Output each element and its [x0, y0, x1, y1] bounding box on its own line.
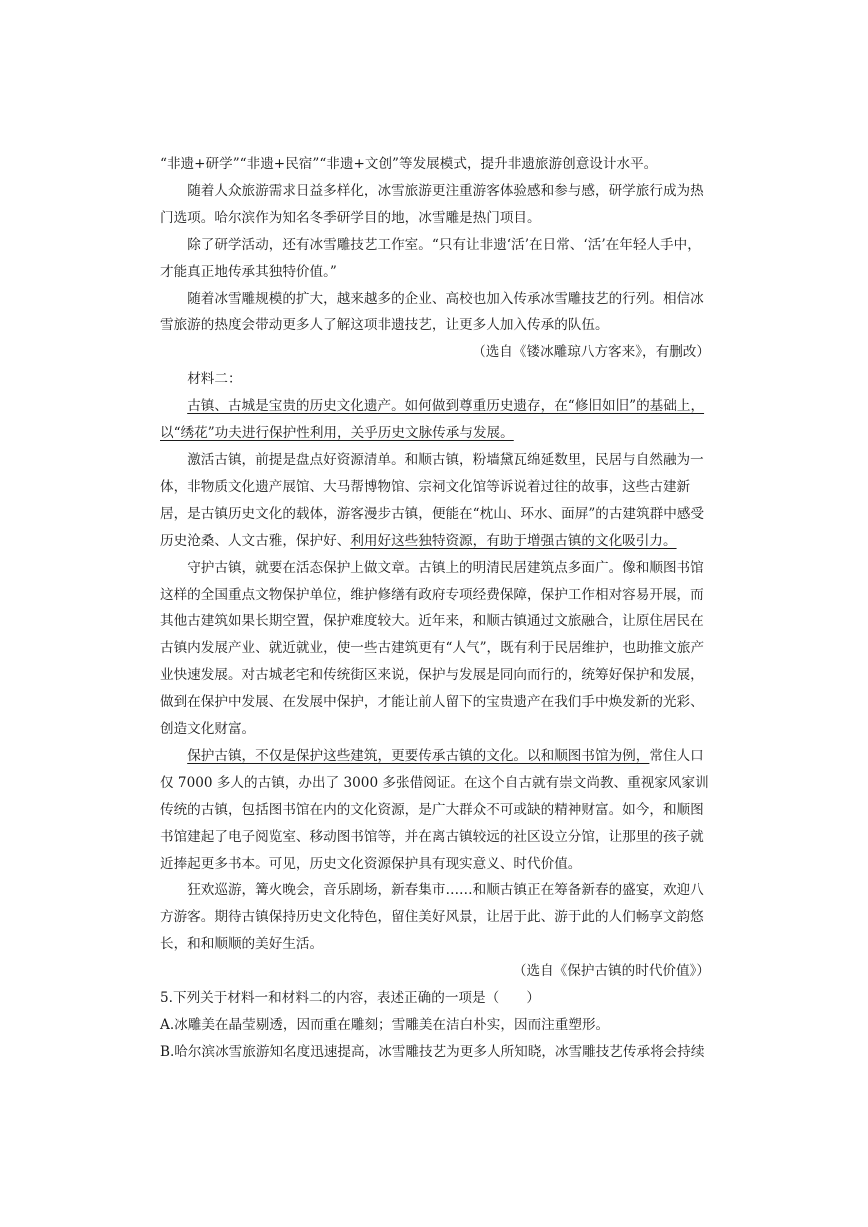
- material-2-label: 材料二：: [187, 371, 242, 388]
- reading-passage: [160, 151, 710, 1066]
- paragraph: “非遗+研学”“非遗+民宿”“非遗+文创”等发展模式，提升非遗旅游创意设计水平。: [160, 156, 658, 172]
- option-a[interactable]: A.冰雕美在晶莹剔透，因而重在雕刻；雪雕美在洁白朴实，因而注重塑形。: [160, 1017, 610, 1033]
- paragraph: [160, 393, 710, 447]
- underlined-text: 保护古镇，不仅是保护这些建筑，更要传承古镇的文化。以和顺图书馆为例，: [187, 747, 650, 764]
- paragraph-text: 常住人口仅 7000 多人的古镇，办出了 3000 多张借阅证。在这个自古就有崇文尚教、重视家风家训传统的古镇，包括图书馆在内的文化资源，是广大群众不可或缺的精神财富。如今，和顺图书馆建起了电子阅览室、移动图书馆等，并在离古镇较远的社区设立分馆，让那里的孩子就近捧起更多书本。可见，历史文化资源保护具有现实意义、时代价值。: [160, 747, 709, 872]
- option-b[interactable]: B.哈尔滨冰雪旅游知名度迅速提高，冰雪雕技艺为更多人所知晓，冰雪雕技艺传承将会持续: [160, 1043, 705, 1060]
- paragraph: 随着人众旅游需求日益多样化，冰雪旅游更注重游客体验感和参与感，研学旅行成为热门选项。哈尔滨作为知名冬季研学目的地，冰雪雕是热门项目。: [160, 182, 704, 226]
- source-citation-2: （选自《保护古镇的时代价值》）: [512, 963, 710, 980]
- underlined-text: 古镇、古城是宝贵的历史文化遗产。如何做到尊重历史遗存，在“修旧如旧”的基础上，以“绣花”功夫进行保护性利用，关乎历史文脉传承与发展。: [160, 398, 705, 442]
- paragraph: [160, 743, 710, 878]
- paragraph: 随着冰雪雕规模的扩大，越来越多的企业、高校也加入传承冰雪雕技艺的行列。相信冰雪旅游的热度会带动更多人了解这项非遗技艺，让更多人加入传承的队伍。: [160, 290, 704, 334]
- paragraph: [160, 447, 710, 555]
- source-citation-1: （选自《镂冰雕琼八方客来》，有删改）: [472, 344, 710, 361]
- paragraph-text: 激活古镇，前提是盘点好资源清单。和顺古镇，粉墙黛瓦绵延数里，民居与自然融为一体，非物质文化遗产展馆、大马帮博物馆、宗祠文化馆等诉说着过往的故事，这些古建新居，是古镇历史文化的载体，游客漫步古镇，便能在“枕山、环水、面屏”的古建筑群中感受历史沧桑、人文古雅，保护好、: [160, 451, 705, 549]
- question-stem: 5.下列关于材料一和材料二的内容，表述正确的一项是（ ）: [160, 990, 540, 1007]
- underlined-text: 利用好这些独特资源，有助于增强古镇的文化吸引力。: [350, 532, 677, 549]
- paragraph: 守护古镇，就要在活态保护上做文章。古镇上的明清民居建筑点多面广。像和顺图书馆这样的全国重点文物保护单位，维护修缮有政府专项经费保障，保护工作相对容易开展，而其他古建筑如果长期空置，保护难度较大。近年来，和顺古镇通过文旅融合，让原住居民在古镇内发展产业、就近就业，使一些古建筑更有“人气”，既有利于民居维护，也助推文旅产业快速发展。对古城老宅和传统街区来说，保护与发展是同向而行的，统筹好保护和发展，做到在保护中发展、在发展中保护，才能让前人留下的宝贵遗产在我们手中焕发新的光彩、创造文化财富。: [160, 559, 705, 738]
- paragraph: 除了研学活动，还有冰雪雕技艺工作室。“只有让非遗‘活’在日常、‘活’在年轻人手中，才能真正地传承其独特价值。”: [160, 236, 701, 280]
- paragraph: 狂欢巡游，篝火晚会，音乐剧场，新春集市……和顺古镇正在筹备新春的盛宴，欢迎八方游客。期待古镇保持历史文化特色，留住美好风景，让居于此、游于此的人们畅享文韵悠长，和和顺顺的美好生活。: [160, 882, 704, 953]
